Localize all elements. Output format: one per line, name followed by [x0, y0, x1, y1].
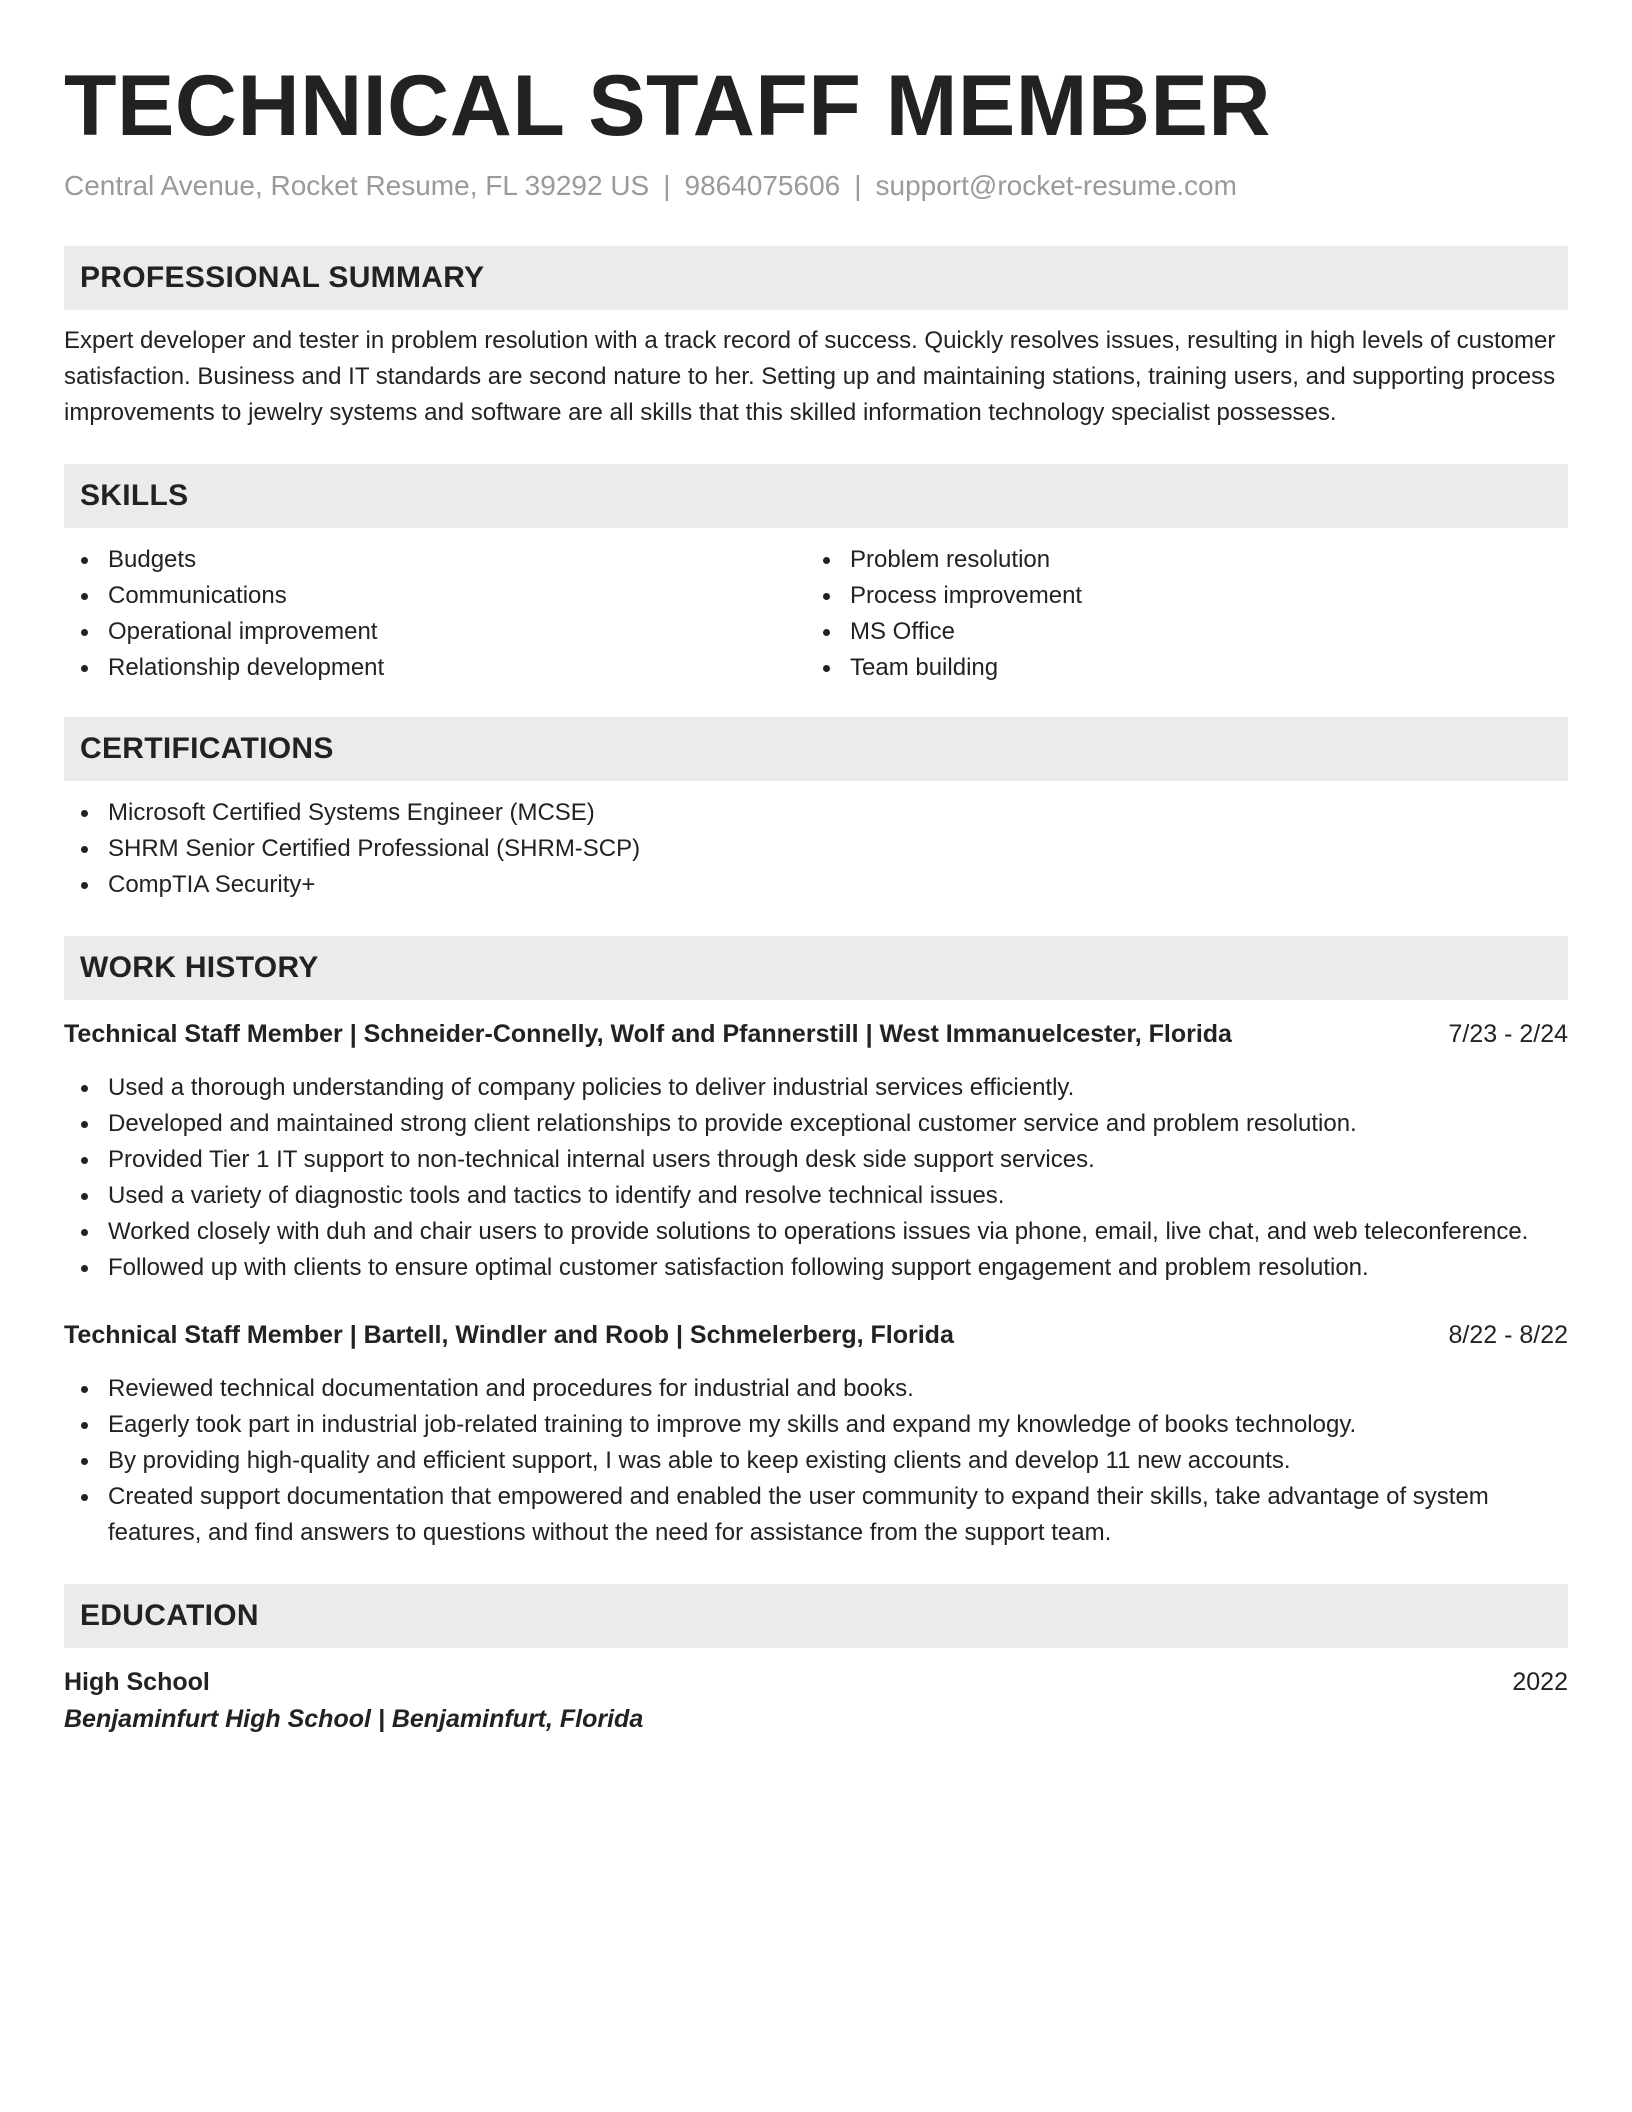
- contact-address: Central Avenue, Rocket Resume, FL 39292 US: [64, 170, 650, 201]
- job-dates: 7/23 - 2/24: [1448, 1020, 1568, 1048]
- education-heading-row: [64, 1664, 1568, 1700]
- job-entry: [64, 1016, 1568, 1286]
- job-bullet: Followed up with clients to ensure optimal customer satisfaction following support engagement and problem resolution.: [64, 1250, 1568, 1286]
- education-degree: High School: [64, 1668, 210, 1696]
- certification-item: CompTIA Security+: [64, 867, 1568, 903]
- section-header-certifications: CERTIFICATIONS: [64, 717, 1568, 781]
- contact-line: [64, 166, 1568, 206]
- job-bullet: Provided Tier 1 IT support to non-technical internal users through desk side support services.: [64, 1142, 1568, 1178]
- job-bullets: [64, 1371, 1568, 1551]
- skill-item: Team building: [806, 650, 1548, 686]
- contact-email: support@rocket-resume.com: [875, 170, 1237, 201]
- job-bullet: Created support documentation that empowered and enabled the user community to expand their skills, take advantage of system features, and find answers to questions without the need for assistance from the support team.: [64, 1479, 1568, 1551]
- skill-item: Operational improvement: [64, 614, 806, 650]
- job-heading-row: [64, 1317, 1568, 1353]
- skills-right-column: [806, 542, 1548, 686]
- skill-item: Problem resolution: [806, 542, 1548, 578]
- education-year: 2022: [1512, 1668, 1568, 1696]
- job-bullet: Eagerly took part in industrial job-related training to improve my skills and expand my knowledge of books technology.: [64, 1407, 1568, 1443]
- skills-grid: [64, 542, 1568, 686]
- certification-item: SHRM Senior Certified Professional (SHRM-SCP): [64, 831, 1568, 867]
- job-bullet: Used a thorough understanding of company policies to deliver industrial services efficiently.: [64, 1070, 1568, 1106]
- job-bullet: Worked closely with duh and chair users to provide solutions to operations issues via phone, email, live chat, and web teleconference.: [64, 1214, 1568, 1250]
- section-header-summary: PROFESSIONAL SUMMARY: [64, 246, 1568, 310]
- job-bullets: [64, 1070, 1568, 1286]
- skill-item: Process improvement: [806, 578, 1548, 614]
- certifications-list: [64, 795, 1568, 903]
- contact-phone: 9864075606: [684, 170, 841, 201]
- job-bullet: Used a variety of diagnostic tools and tactics to identify and resolve technical issues.: [64, 1178, 1568, 1214]
- contact-separator: |: [663, 170, 671, 201]
- skill-item: Budgets: [64, 542, 806, 578]
- contact-separator: |: [854, 170, 862, 201]
- section-header-skills: SKILLS: [64, 464, 1568, 528]
- job-bullet: Reviewed technical documentation and procedures for industrial and books.: [64, 1371, 1568, 1407]
- job-bullet: By providing high-quality and efficient support, I was able to keep existing clients and develop 11 new accounts.: [64, 1443, 1568, 1479]
- resume-page: [64, 56, 1568, 1738]
- skill-item: Communications: [64, 578, 806, 614]
- job-heading-row: [64, 1016, 1568, 1052]
- job-entry: [64, 1317, 1568, 1551]
- job-dates: 8/22 - 8/22: [1448, 1321, 1568, 1349]
- education-school: Benjaminfurt High School | Benjaminfurt, Florida: [64, 1705, 644, 1733]
- summary-text: Expert developer and tester in problem resolution with a track record of success. Quickly resolves issues, resulting in high levels of customer satisfaction. Business and IT standards are second nature to her. Setting up and maintaining stations, training users, and supporting process improvements to jewelry systems and software are all skills that this skilled information technology specialist possesses.: [64, 327, 1556, 426]
- skill-item: MS Office: [806, 614, 1548, 650]
- job-title: Technical Staff Member | Bartell, Windler and Roob | Schmelerberg, Florida: [64, 1321, 954, 1349]
- skills-left-column: [64, 542, 806, 686]
- education-entry: [64, 1664, 1568, 1738]
- section-header-work-history: WORK HISTORY: [64, 936, 1568, 1000]
- skill-item: Relationship development: [64, 650, 806, 686]
- job-title: Technical Staff Member | Schneider-Connelly, Wolf and Pfannerstill | West Immanuelcester, Florida: [64, 1020, 1232, 1048]
- candidate-name: TECHNICAL STAFF MEMBER: [64, 58, 1271, 154]
- job-bullet: Developed and maintained strong client relationships to provide exceptional customer service and problem resolution.: [64, 1106, 1568, 1142]
- section-header-education: EDUCATION: [64, 1584, 1568, 1648]
- certification-item: Microsoft Certified Systems Engineer (MCSE): [64, 795, 1568, 831]
